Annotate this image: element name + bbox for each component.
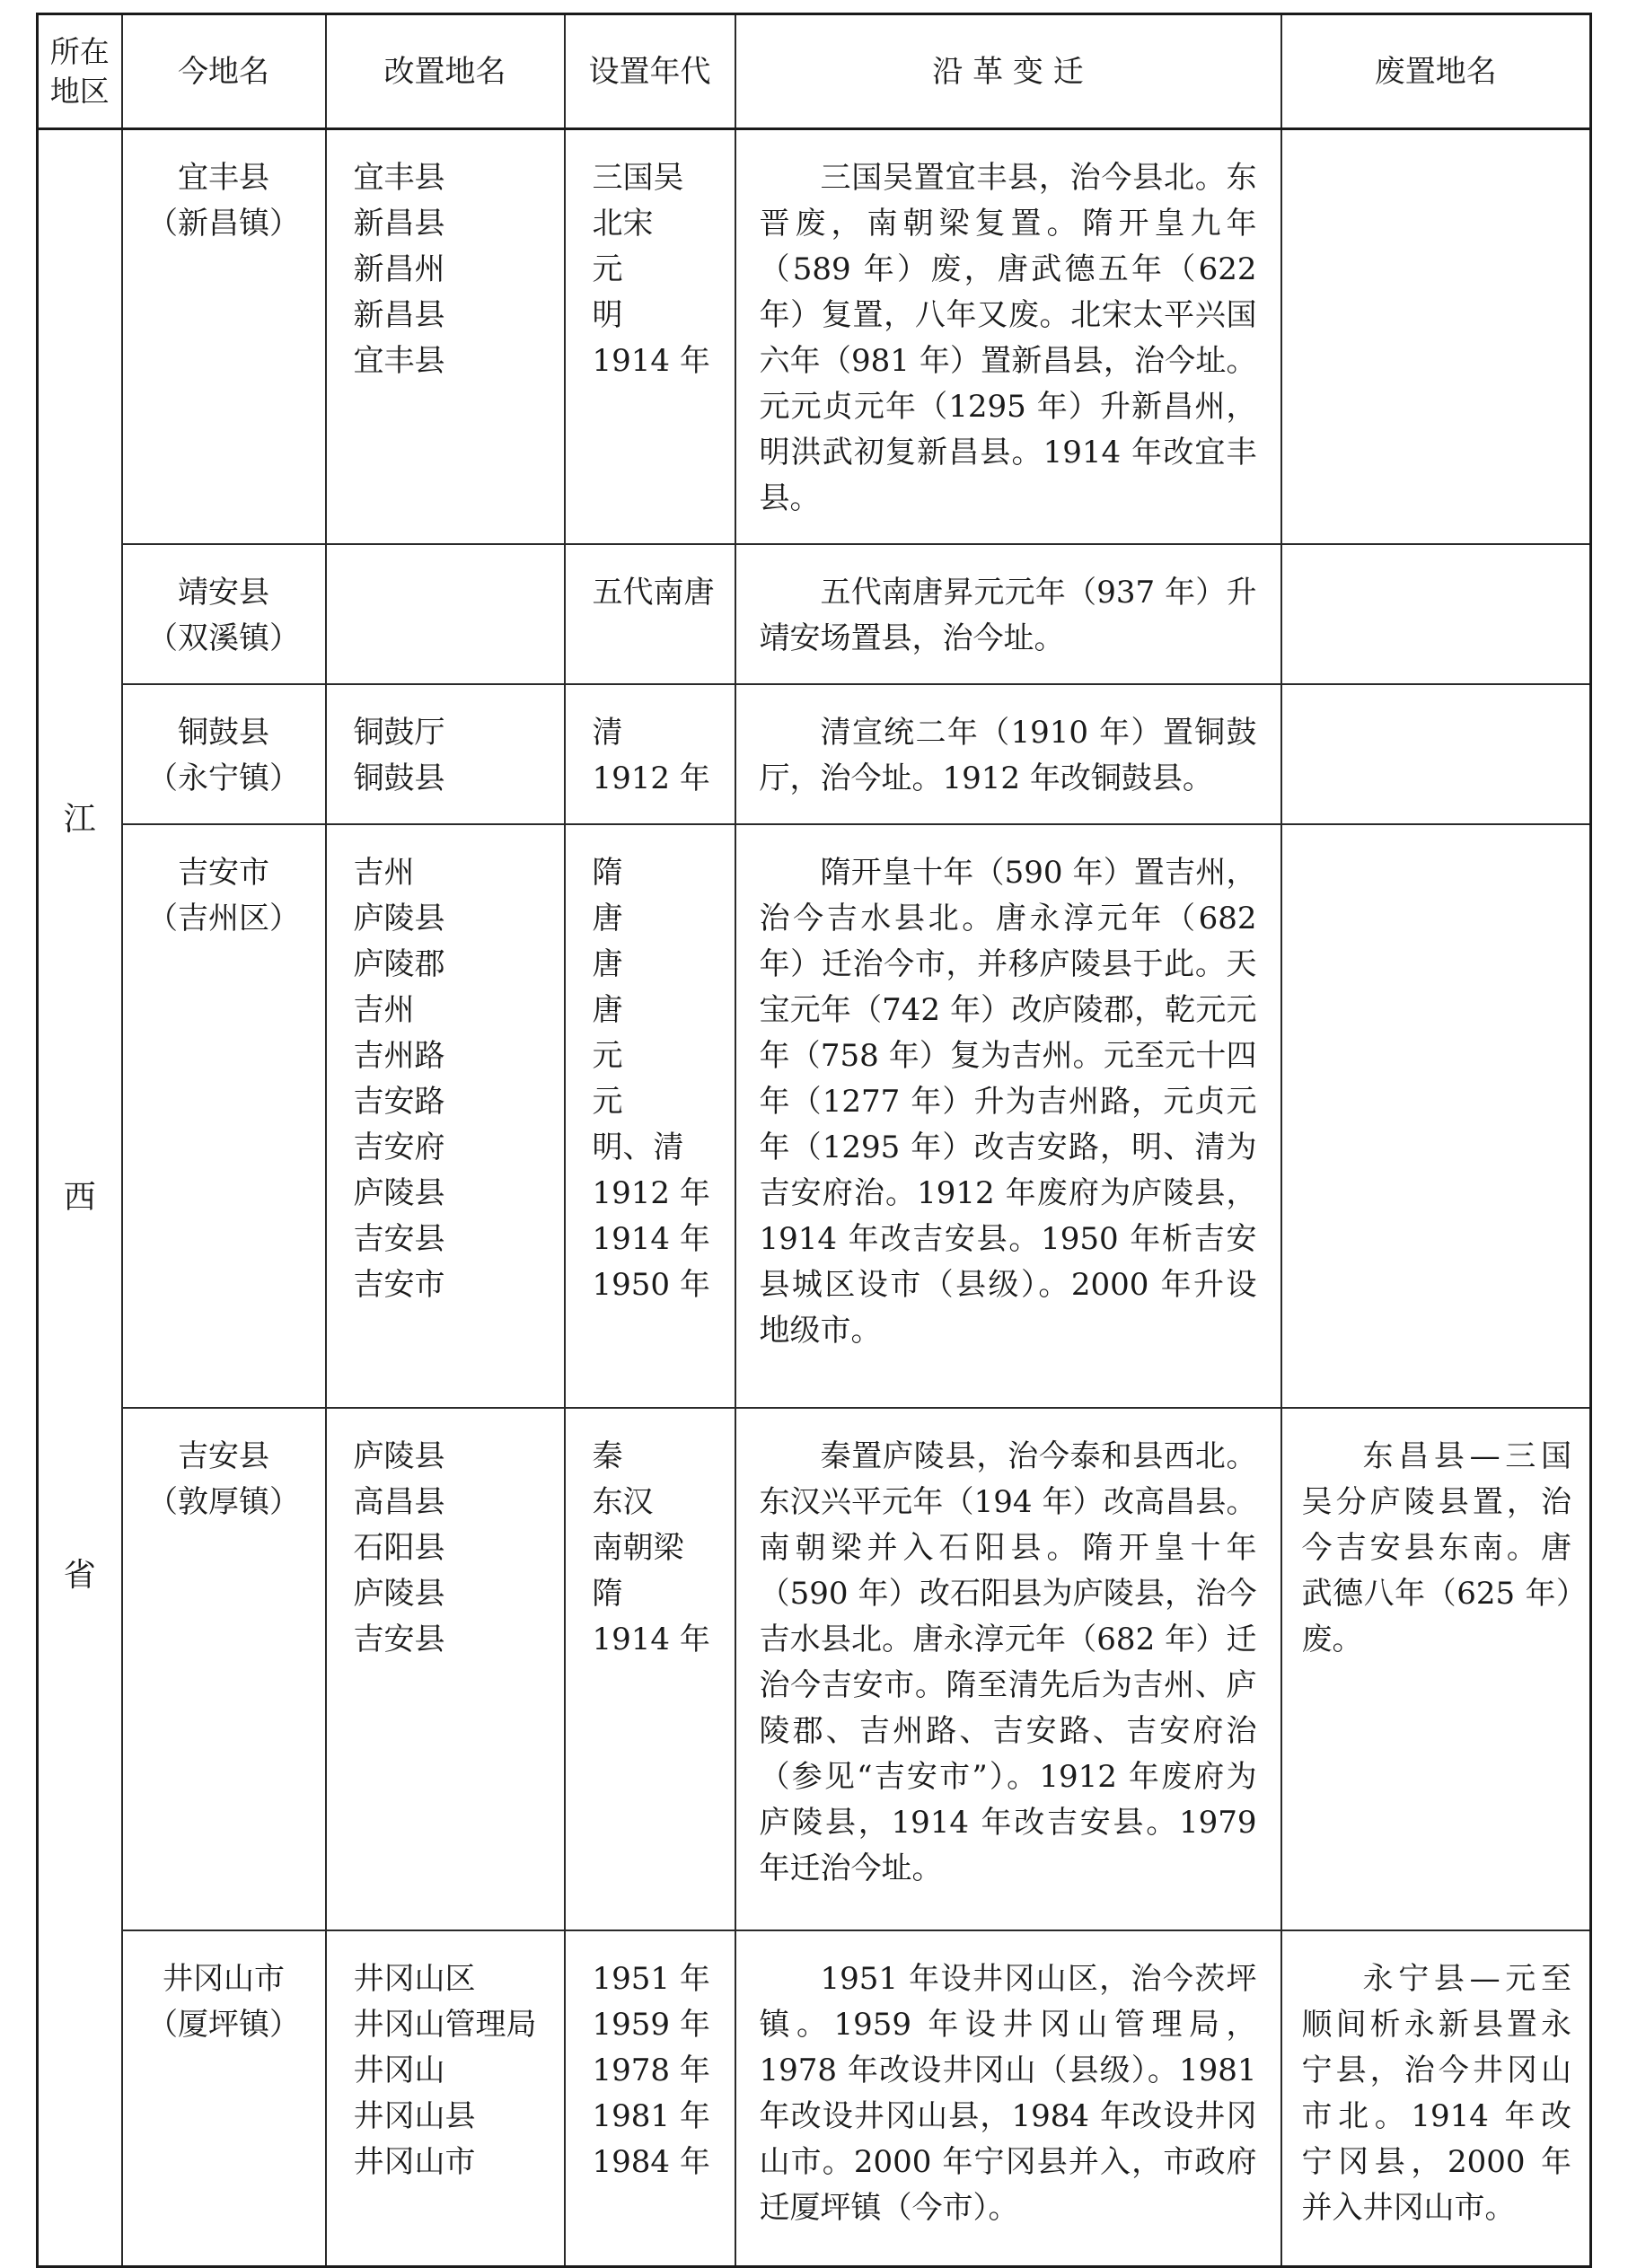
year-item: 1914 年 xyxy=(592,1221,710,1257)
seat-town: （双溪镇） xyxy=(147,620,300,656)
current-name: 宜丰县 xyxy=(178,160,269,196)
year-item: 五代南唐 xyxy=(592,575,715,611)
header-row xyxy=(38,14,1591,129)
renamed-item: 新昌州 xyxy=(353,251,445,287)
history-cell: 秦置庐陵县，治今泰和县西北。东汉兴平元年（194 年）改高昌县。南朝梁并入石阳县。隋开皇十年（590 年）改石阳县为庐陵县，治今吉水县北。唐永淳元年（682 年）迁治今吉安市。隋至清先后为吉州、庐陵郡、吉州路、吉安路、吉安府治（参见“吉安市”）。1912 年废府为庐陵县，1914 年改吉安县。1979 年迁治今址。 xyxy=(735,1408,1281,1930)
year-item: 1914 年 xyxy=(592,343,710,379)
region-char: 省 xyxy=(63,1557,96,1595)
header-history: 沿 革 变 迁 xyxy=(735,14,1281,129)
year-item: 清 xyxy=(592,715,623,751)
renamed-item: 吉安路 xyxy=(353,1084,445,1120)
renamed-item: 吉州 xyxy=(353,855,415,891)
year-item: 1984 年 xyxy=(592,2144,710,2180)
year-item: 北宋 xyxy=(592,206,654,242)
header-year: 设置年代 xyxy=(565,14,735,129)
renamed-item: 宜丰县 xyxy=(353,343,445,379)
table-row xyxy=(38,129,1591,545)
year-item: 1912 年 xyxy=(592,760,710,796)
year-item: 1950 年 xyxy=(592,1267,710,1303)
renamed-item: 铜鼓县 xyxy=(353,760,445,796)
renamed-item: 新昌县 xyxy=(353,297,445,333)
renamed-item: 石阳县 xyxy=(353,1530,445,1566)
seat-town: （吉州区） xyxy=(147,901,300,936)
current-name-cell xyxy=(122,544,326,684)
year-item: 隋 xyxy=(592,855,623,891)
year-item: 三国吴 xyxy=(592,160,684,196)
year-item: 东汉 xyxy=(592,1484,654,1520)
year-item: 1978 年 xyxy=(592,2053,710,2088)
current-name: 吉安市 xyxy=(178,855,269,891)
seat-town: （永宁镇） xyxy=(147,760,300,796)
year-item: 唐 xyxy=(592,946,623,982)
renamed-item: 井冈山 xyxy=(353,2053,445,2088)
renamed-item: 井冈山区 xyxy=(353,1961,476,1997)
renamed-item: 吉安府 xyxy=(353,1130,445,1165)
year-item: 1914 年 xyxy=(592,1622,710,1657)
year-item: 隋 xyxy=(592,1576,623,1612)
year-item: 1959 年 xyxy=(592,2007,710,2043)
history-cell: 1951 年设井冈山区，治今茨坪镇。1959 年设井冈山管理局，1978 年改设井冈山（县级）。1981 年改设井冈山县，1984 年改设井冈山市。2000 年宁冈县并入，市政府迁厦坪镇（今市）。 xyxy=(735,1930,1281,2266)
region-cell xyxy=(38,129,122,2267)
current-name-cell xyxy=(122,824,326,1408)
renamed-item: 吉州路 xyxy=(353,1038,445,1074)
table-row xyxy=(38,824,1591,1408)
renamed-item: 新昌县 xyxy=(353,206,445,242)
current-name-cell xyxy=(122,129,326,545)
region-name xyxy=(39,796,121,1598)
year-item: 明 xyxy=(592,297,623,333)
abolished-cell: 东昌县—三国吴分庐陵县置，治今吉安县东南。唐武德八年（625 年）废。 xyxy=(1281,1408,1591,1930)
year-item: 唐 xyxy=(592,901,623,936)
renamed-item: 庐陵郡 xyxy=(353,946,445,982)
header-current-name: 今地名 xyxy=(122,14,326,129)
year-cell xyxy=(565,1930,735,2266)
renamed-item: 吉安县 xyxy=(353,1622,445,1657)
seat-town: （敦厚镇） xyxy=(147,1484,300,1520)
current-name-cell xyxy=(122,1930,326,2266)
table-row xyxy=(38,544,1591,684)
year-item: 1981 年 xyxy=(592,2098,710,2134)
renamed-item: 铜鼓厅 xyxy=(353,715,445,751)
current-name-cell xyxy=(122,684,326,824)
year-item: 唐 xyxy=(592,992,623,1028)
renamed-cell xyxy=(326,1408,565,1930)
year-item: 南朝梁 xyxy=(592,1530,684,1566)
current-name: 靖安县 xyxy=(178,575,269,611)
year-item: 明、清 xyxy=(592,1130,684,1165)
year-item: 元 xyxy=(592,1084,623,1120)
seat-town: （新昌镇） xyxy=(147,206,300,242)
header-region: 所在地区 xyxy=(38,14,122,129)
renamed-item: 吉州 xyxy=(353,992,415,1028)
table-row xyxy=(38,1930,1591,2266)
renamed-item: 宜丰县 xyxy=(353,160,445,196)
year-item: 1912 年 xyxy=(592,1175,710,1211)
renamed-item: 井冈山管理局 xyxy=(353,2007,537,2043)
region-char: 西 xyxy=(63,1179,96,1217)
current-name: 吉安县 xyxy=(178,1438,269,1474)
history-cell: 三国吴置宜丰县，治今县北。东晋废，南朝梁复置。隋开皇九年（589 年）废，唐武德五年（622 年）复置，八年又废。北宋太平兴国六年（981 年）置新昌县，治今址。元元贞元年（1295 年）升新昌州，明洪武初复新昌县。1914 年改宜丰县。 xyxy=(735,129,1281,545)
renamed-cell xyxy=(326,1930,565,2266)
current-name: 井冈山市 xyxy=(163,1961,285,1997)
renamed-item: 庐陵县 xyxy=(353,1576,445,1612)
year-item: 元 xyxy=(592,1038,623,1074)
year-cell xyxy=(565,824,735,1408)
table-row xyxy=(38,1408,1591,1930)
seat-town: （厦坪镇） xyxy=(147,2007,300,2043)
renamed-cell xyxy=(326,824,565,1408)
year-cell xyxy=(565,1408,735,1930)
header-abolished: 废置地名 xyxy=(1281,14,1591,129)
history-cell: 清宣统二年（1910 年）置铜鼓厅，治今址。1912 年改铜鼓县。 xyxy=(735,684,1281,824)
region-char: 江 xyxy=(63,801,96,839)
renamed-item: 庐陵县 xyxy=(353,901,445,936)
year-item: 元 xyxy=(592,251,623,287)
history-cell: 隋开皇十年（590 年）置吉州，治今吉水县北。唐永淳元年（682 年）迁治今市，并移庐陵县于此。天宝元年（742 年）改庐陵郡，乾元元年（758 年）复为吉州。元至元十四年（1277 年）升为吉州路，元贞元年（1295 年）改吉安路，明、清为吉安府治。1912 年废府为庐陵县，1914 年改吉安县。1950 年析吉安县城区设市（县级）。2000 年升设地级市。 xyxy=(735,824,1281,1408)
year-item: 1951 年 xyxy=(592,1961,710,1997)
abolished-cell xyxy=(1281,544,1591,684)
abolished-cell xyxy=(1281,824,1591,1408)
renamed-item: 庐陵县 xyxy=(353,1438,445,1474)
history-cell: 五代南唐昇元元年（937 年）升靖安场置县，治今址。 xyxy=(735,544,1281,684)
renamed-cell xyxy=(326,684,565,824)
renamed-item: 庐陵县 xyxy=(353,1175,445,1211)
gazetteer-table xyxy=(36,13,1592,2268)
renamed-item: 高昌县 xyxy=(353,1484,445,1520)
table-row xyxy=(38,684,1591,824)
current-name: 铜鼓县 xyxy=(178,715,269,751)
renamed-item: 井冈山市 xyxy=(353,2144,476,2180)
header-renamed: 改置地名 xyxy=(326,14,565,129)
abolished-cell: 永宁县—元至顺间析永新县置永宁县，治今井冈山市北。1914 年改宁冈县，2000 年并入井冈山市。 xyxy=(1281,1930,1591,2266)
renamed-cell xyxy=(326,129,565,545)
abolished-cell xyxy=(1281,129,1591,545)
renamed-cell xyxy=(326,544,565,684)
year-item: 秦 xyxy=(592,1438,623,1474)
year-cell xyxy=(565,684,735,824)
abolished-cell xyxy=(1281,684,1591,824)
year-cell xyxy=(565,129,735,545)
renamed-item: 井冈山县 xyxy=(353,2098,476,2134)
year-cell xyxy=(565,544,735,684)
renamed-item: 吉安县 xyxy=(353,1221,445,1257)
current-name-cell xyxy=(122,1408,326,1930)
renamed-item: 吉安市 xyxy=(353,1267,445,1303)
